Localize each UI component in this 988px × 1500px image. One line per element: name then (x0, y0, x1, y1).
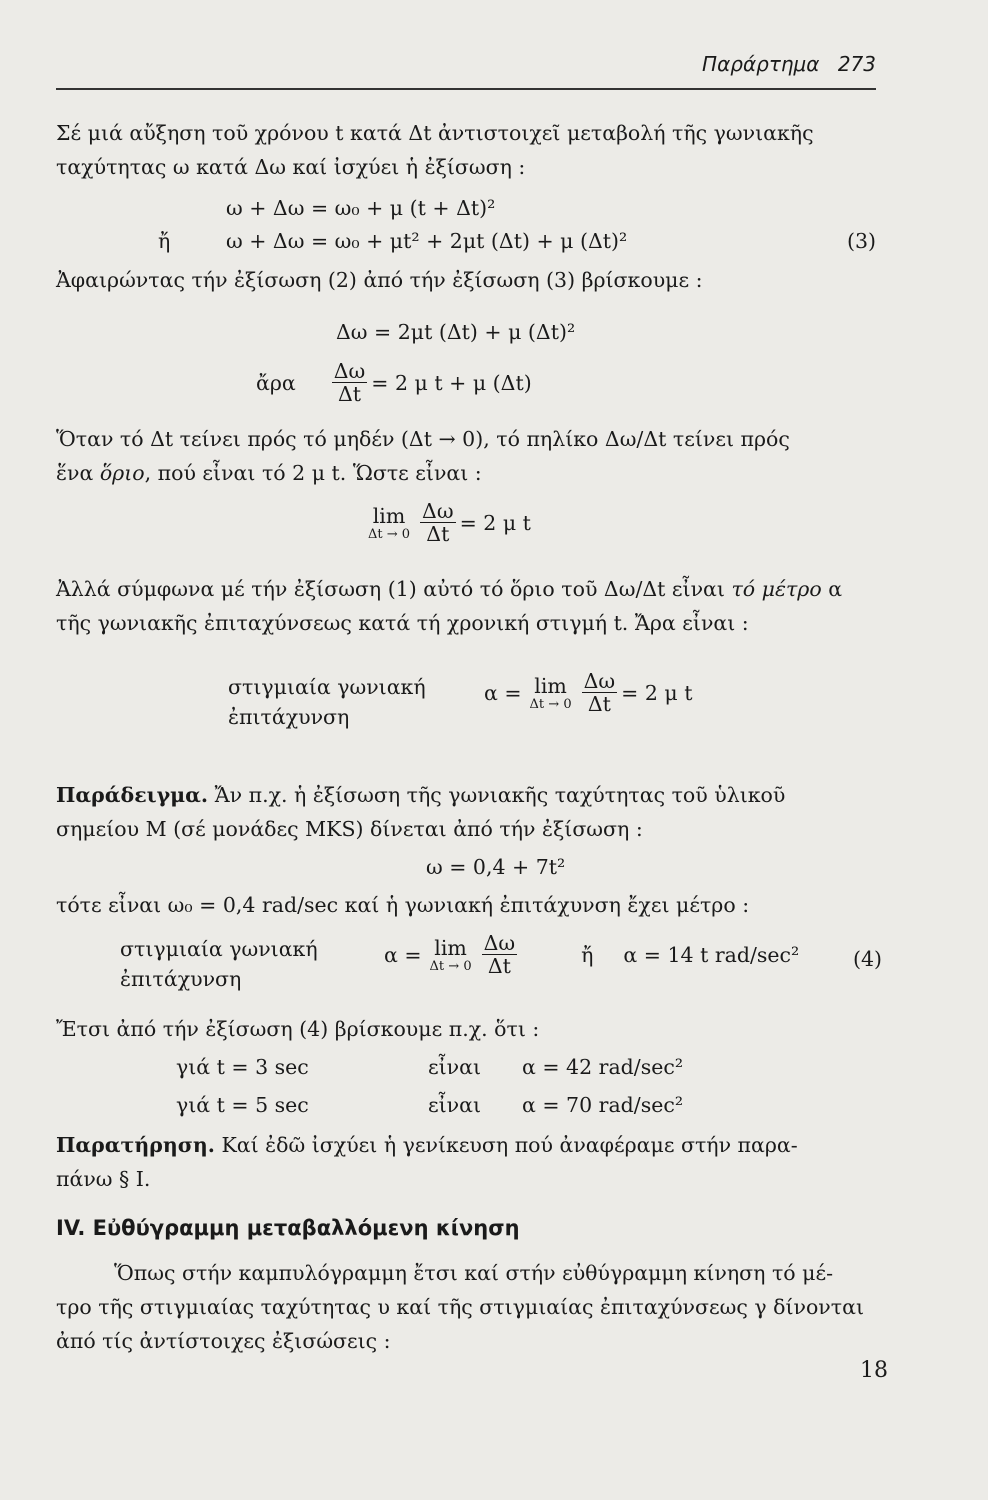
equation-8-number: (4) (852, 947, 882, 971)
equation-rhs: = 2 μ t (621, 680, 693, 705)
result-row-is: εἶναι (428, 1093, 482, 1117)
header-page-ref: 273 (837, 52, 876, 76)
text-line: Παρατήρηση. Καί ἐδῶ ἰσχύει ἡ γενίκευση πού ἀναφέραμε στήν παρα- (56, 1133, 798, 1157)
remark-title: Παρατήρηση. (56, 1133, 215, 1157)
text-line: Ἀλλά σύμφωνα μέ τήν ἐξίσωση (1) αὐτό τό ὅριο τοῦ Δω/Δt εἶναι τό μέτρο α (56, 577, 843, 601)
header-rule (56, 88, 876, 90)
equation-6: α = lim Δt → 0 $\frac{\Delta\omega}{\Delta t}$ = 2 μ t (484, 669, 693, 716)
text-line: σημείου Μ (σέ μονάδες MKS) δίνεται ἀπό τήν ἐξίσωση : (56, 817, 643, 841)
header-title: Παράρτημα (702, 52, 820, 76)
paragraph-5: τότε εἶναι ω₀ = 0,4 rad/sec καί ἡ γωνιακή ἐπιτάχυνση ἔχει μέτρο : (56, 893, 750, 917)
equation-7: ω = 0,4 + 7t² (426, 855, 566, 879)
result-row: γιά t = 5 sec (176, 1093, 309, 1117)
equation-2-number: (3) (846, 229, 876, 253)
fraction: $\frac{\Delta\omega}{\Delta t}$ (483, 931, 516, 978)
result-row: γιά t = 3 sec (176, 1055, 309, 1079)
equation-rhs: = 2 μ t (459, 510, 531, 535)
result-row-value: α = 70 rad/sec² (522, 1093, 684, 1117)
text-line: ἀπό τίς ἀντίστοιχες ἐξισώσεις : (56, 1329, 391, 1353)
paragraph-3 (56, 422, 790, 490)
fraction-denominator: Δt (337, 382, 362, 406)
text-line: ἕνα ὅριο, πού εἶναι τό 2 μ t. Ὥστε εἶναι : (56, 461, 482, 485)
equation-6-label: στιγμιαία γωνιακή ἐπιτάχυνση (228, 675, 426, 729)
equation-2-prefix: ἤ (158, 229, 171, 253)
text-line: τῆς γωνιακῆς ἐπιταχύνσεως κατά τή χρονική στιγμή t. Ἄρα εἶναι : (56, 611, 749, 635)
equation-8: α = lim Δt → 0 $\frac{\Delta\omega}{\Delta t}$ ἤ α = 14 t rad/sec² (384, 931, 800, 978)
fraction: $\frac{\Delta\omega}{\Delta t}$ (422, 499, 454, 546)
limit-operator: lim Δt → 0 (368, 503, 411, 542)
example-title: Παράδειγμα. (56, 783, 209, 807)
page-number: 18 (860, 1358, 888, 1383)
paragraph-4 (56, 572, 842, 640)
limit-operator: lim Δt → 0 (429, 935, 472, 974)
result-row-value: α = 42 rad/sec² (522, 1055, 684, 1079)
fraction (332, 360, 368, 405)
text-line: Σέ μιά αὔξηση τοῦ χρόνου t κατά Δt ἀντιστοιχεῖ μεταβολή τῆς γωνιακῆς (56, 121, 814, 145)
paragraph-1 (56, 116, 814, 184)
text-line: τρο τῆς στιγμιαίας ταχύτητας υ καί τῆς στιγμιαίας ἐπιταχύνσεως γ δίνονται (56, 1295, 864, 1319)
running-header (702, 52, 876, 76)
example-paragraph (56, 778, 785, 846)
italic-term: ὅριο (99, 461, 145, 485)
italic-term: τό μέτρο (731, 577, 822, 601)
remark-paragraph (56, 1128, 798, 1196)
text-line: ταχύτητας ω κατά Δω καί ἰσχύει ἡ ἐξίσωση : (56, 155, 526, 179)
result-row-is: εἶναι (428, 1055, 482, 1079)
equation-1: ω + Δω = ω₀ + μ (t + Δt)² (226, 196, 496, 220)
paragraph-2: Ἀφαιρώντας τήν ἐξίσωση (2) ἀπό τήν ἐξίσωση (3) βρίσκουμε : (56, 268, 703, 292)
limit-operator: lim Δt → 0 (529, 673, 572, 712)
text-line: Παράδειγμα. Ἄν π.χ. ἡ ἐξίσωση τῆς γωνιακῆς ταχύτητας τοῦ ὑλικοῦ (56, 783, 786, 807)
equation-8-label: στιγμιαία γωνιακή ἐπιτάχυνση (120, 937, 318, 991)
equation-4 (256, 360, 532, 405)
text-line: πάνω § I. (56, 1167, 151, 1191)
paragraph-7 (56, 1256, 864, 1358)
text-line: Ὅπως στήν καμπυλόγραμμη ἔτσι καί στήν εὐθύγραμμη κίνηση τό μέ- (114, 1261, 834, 1285)
equation-3: Δω = 2μt (Δt) + μ (Δt)² (336, 320, 576, 344)
fraction-numerator: Δω (333, 359, 366, 383)
paragraph-6: Ἔτσι ἀπό τήν ἐξίσωση (4) βρίσκουμε π.χ. ὅτι : (56, 1017, 540, 1041)
section-heading: IV. Εὐθύγραμμη μεταβαλλόμενη κίνηση (56, 1216, 520, 1240)
equation-rhs: = 2 μ t + μ (Δt) (371, 370, 532, 395)
equation-prefix: ἄρα (256, 370, 296, 395)
equation-5 (368, 500, 531, 545)
fraction: $\frac{\Delta\omega}{\Delta t}$ (583, 669, 616, 716)
text-line: Ὅταν τό Δt τείνει πρός τό μηδέν (Δt → 0), τό πηλίκο Δω/Δt τείνει πρός (56, 427, 790, 451)
equation-2: ω + Δω = ω₀ + μt² + 2μt (Δt) + μ (Δt)² (226, 229, 628, 253)
